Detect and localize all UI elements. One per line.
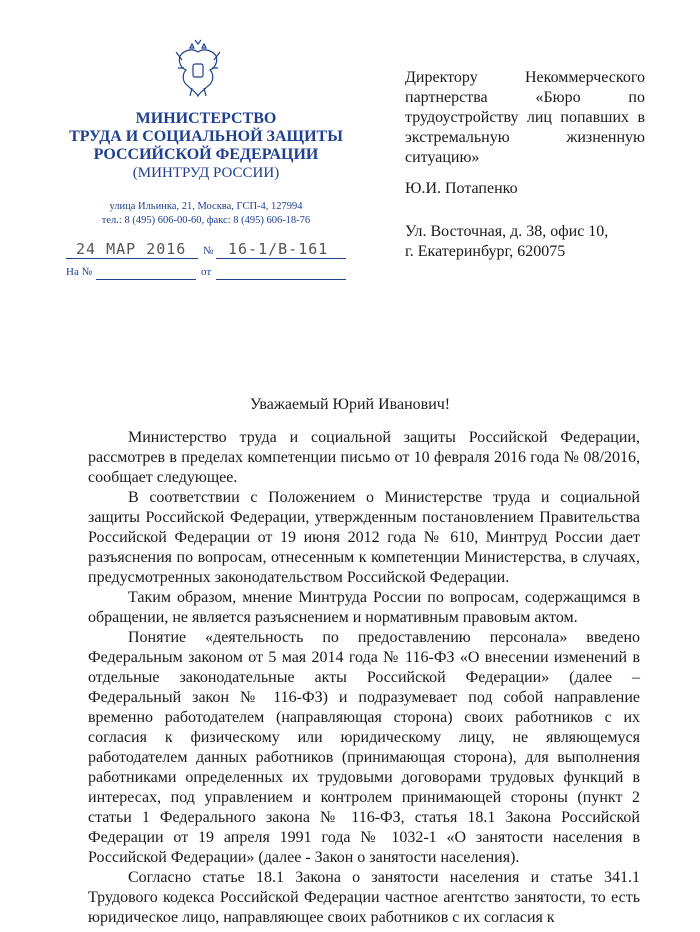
paragraph-2: В соответствии с Положением о Министерстве труда и социальной защиты Российской Федерации, утвержденным постановлением Правительства Российской Федерации от 19 июня 2012 года № 610, Минтруд России дает разъяснения по вопросам, отнесенным к компетенции Министерства, в случаях, предусмотренных законодательством Российской Федерации.: [88, 489, 640, 586]
on-number-underline: [96, 279, 196, 280]
russian-coat-of-arms-icon: [172, 38, 224, 102]
document-date: 24 МАР 2016: [76, 240, 187, 258]
letter-body: [88, 428, 640, 928]
from-underline: [216, 279, 346, 280]
recipient-block: Директору Некоммерческого партнерства «Бюро по трудоустройству лиц попавших в экстремальную жизненную ситуацию»: [405, 69, 645, 166]
recipient-address: [405, 222, 645, 262]
ministry-line-2: ТРУДА И СОЦИАЛЬНОЙ ЗАЩИТЫ: [69, 128, 343, 145]
number-label: №: [203, 245, 214, 257]
address-line-1: улица Ильинка, 21, Москва, ГСП-4, 127994: [109, 201, 303, 212]
paragraph-4: Понятие «деятельность по предоставлению персонала» введено Федеральным законом от 5 мая 2014 года № 116-ФЗ «О внесении изменений в отдельные законодательные акты Российской Федерации» (далее – Федеральный закон № 116-ФЗ) и подразумевает под собой направление временно работодателем (направляющая сторона) своих работников с их согласия к физическому или юридическому лицу, не являющемуся работодателем данных работников (принимающая сторона), для выполнения работниками определенных их трудовыми договорами трудовых функций в интересах, под управлением и контролем принимающей стороны (пункт 2 статьи 1 Федерального закона № 116-ФЗ, статья 18.1 Закона Российской Федерации от 19 апреля 1991 года № 1032-1 «О занятости населения в Российской Федерации» (далее - Закон о занятости населения).: [88, 629, 640, 866]
recipient-address-line-1: Ул. Восточная, д. 38, офис 10,: [405, 223, 609, 240]
paragraph-5: Согласно статье 18.1 Закона о занятости населения и статье 341.1 Трудового кодекса Российской Федерации частное агентство занятости, то есть юридическое лицо, направляющее своих работников с их согласия к: [88, 869, 640, 926]
document-number: 16-1/В-161: [228, 240, 329, 258]
ministry-header: [56, 110, 356, 182]
recipient-address-line-2: г. Екатеринбург, 620075: [405, 243, 566, 260]
paragraph-3: Таким образом, мнение Минтруда России по вопросам, содержащимся в обращении, не является разъяснением и нормативным правовым актом.: [88, 589, 640, 626]
greeting: Уважаемый Юрий Иванович!: [249, 396, 451, 413]
ministry-line-1: МИНИСТЕРСТВО: [135, 110, 277, 127]
date-underline: [66, 258, 198, 259]
ministry-line-3: РОССИЙСКОЙ ФЕДЕРАЦИИ: [93, 146, 319, 163]
from-label: от: [201, 266, 212, 278]
address-contacts: тел.: 8 (495) 606-00-60, факс: 8 (495) 606-18-76: [101, 215, 311, 226]
paragraph-1: Министерство труда и социальной защиты Российской Федерации, рассмотрев в пределах компетенции письмо от 10 февраля 2016 года № 08/2016, сообщает следующее.: [88, 429, 640, 486]
number-underline: [216, 258, 346, 259]
on-number-label: На №: [66, 266, 93, 278]
recipient-name: Ю.И. Потапенко: [405, 180, 518, 197]
ministry-address: [56, 200, 356, 228]
ministry-short-name: (МИНТРУД РОССИИ): [132, 165, 280, 181]
